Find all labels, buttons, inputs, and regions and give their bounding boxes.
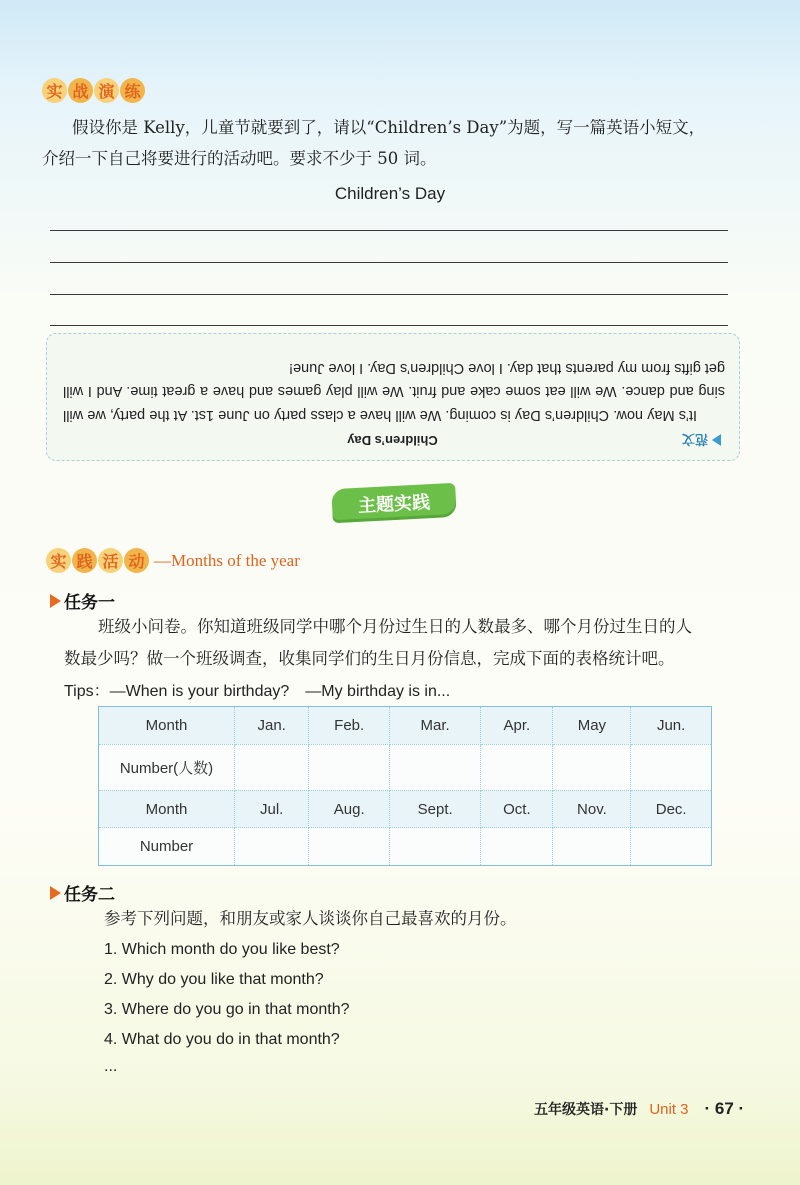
section-badge: 实	[46, 548, 71, 573]
task1-instruction-line1: 班级小问卷。你知道班级同学中哪个月份过生日的人数最多、哪个月份过生日的人	[98, 617, 692, 636]
table-month-cell: Jan.	[235, 707, 309, 745]
practice-instruction-line1: 假设你是 Kelly，儿童节就要到了，请以“Children’s Day”为题，写一篇英语小短文，	[72, 118, 706, 137]
table-number-cell[interactable]	[390, 744, 481, 790]
section-badge: 动	[124, 548, 149, 573]
table-row	[99, 744, 712, 790]
table-month-cell: Apr.	[481, 707, 553, 745]
activity-section-header	[46, 548, 300, 573]
table-month-cell: May	[553, 707, 631, 745]
table-number-cell[interactable]	[309, 828, 390, 866]
table-header-month: Month	[99, 790, 235, 828]
table-month-cell: Sept.	[390, 790, 481, 828]
list-item: 3. Where do you go in that month?	[104, 1001, 350, 1018]
practice-section-header	[42, 78, 146, 103]
theme-practice-banner: 主题实践	[331, 483, 457, 523]
list-item: 2. Why do you like that month?	[104, 971, 324, 988]
page-number: · 67 ·	[704, 1099, 745, 1118]
model-essay-body: It’s May now. Children’s Day is coming. We will have a class party on June 1st. At the party, we will sing and dance. We will eat some cake and fruit. We will play games and have a great time. And I will get gifts from my parents that day. I love Children’s Day. I love June!	[63, 360, 725, 423]
task2-header	[50, 880, 115, 905]
writing-line[interactable]	[50, 230, 728, 231]
table-row	[99, 790, 712, 828]
task1-instruction-line2: 数最少吗？做一个班级调查，收集同学们的生日月份信息，完成下面的表格统计吧。	[64, 649, 675, 668]
table-row	[99, 828, 712, 866]
footer-book-title: 五年级英语·下册	[534, 1102, 638, 1118]
section-badge: 践	[72, 548, 97, 573]
section-badge: 演	[94, 78, 119, 103]
triangle-icon	[50, 886, 61, 900]
task1-header	[50, 588, 115, 613]
table-month-cell: Oct.	[481, 790, 553, 828]
model-essay-title: Children’s Day	[347, 433, 438, 448]
model-essay-tag	[682, 431, 725, 450]
table-month-cell: Nov.	[553, 790, 631, 828]
table-number-cell[interactable]	[481, 744, 553, 790]
model-essay-box	[46, 333, 740, 461]
table-number-cell[interactable]	[235, 744, 309, 790]
table-month-cell: Jul.	[235, 790, 309, 828]
activity-subtitle: —Months of the year	[154, 550, 300, 570]
table-row	[99, 707, 712, 745]
table-month-cell: Jun.	[631, 707, 712, 745]
table-number-cell[interactable]	[553, 828, 631, 866]
writing-line[interactable]	[50, 262, 728, 263]
table-header-month: Month	[99, 707, 235, 745]
table-number-cell[interactable]	[309, 744, 390, 790]
table-month-cell: Feb.	[309, 707, 390, 745]
table-header-number: Number(人数)	[99, 744, 235, 790]
table-number-cell[interactable]	[553, 744, 631, 790]
table-number-cell[interactable]	[481, 828, 553, 866]
table-number-cell[interactable]	[390, 828, 481, 866]
triangle-icon	[712, 435, 721, 447]
table-number-cell[interactable]	[631, 744, 712, 790]
birthday-survey-table	[98, 706, 712, 866]
table-number-cell[interactable]	[631, 828, 712, 866]
section-badge: 实	[42, 78, 67, 103]
page-footer	[534, 1099, 744, 1119]
table-month-cell: Mar.	[390, 707, 481, 745]
task2-intro: 参考下列问题，和朋友或家人谈谈你自己最喜欢的月份。	[104, 909, 517, 928]
list-item: 1. Which month do you like best?	[104, 941, 340, 958]
footer-unit: Unit 3	[649, 1100, 689, 1118]
table-month-cell: Aug.	[309, 790, 390, 828]
table-number-cell[interactable]	[235, 828, 309, 866]
practice-instruction-line2: 介绍一下自己将要进行的活动吧。要求不少于 50 词。	[42, 149, 437, 168]
writing-line[interactable]	[50, 294, 728, 295]
task2-label: 任务二	[64, 885, 115, 905]
section-badge: 战	[68, 78, 93, 103]
section-badge: 活	[98, 548, 123, 573]
task1-label: 任务一	[64, 593, 115, 613]
list-item: ...	[104, 1058, 118, 1075]
task1-tips: Tips：—When is your birthday? —My birthday is in...	[64, 683, 451, 700]
triangle-icon	[50, 594, 61, 608]
writing-line[interactable]	[50, 325, 728, 326]
section-badge: 练	[120, 78, 145, 103]
list-item: 4. What do you do in that month?	[104, 1031, 340, 1048]
table-header-number: Number	[99, 828, 235, 866]
model-essay-tag-label: 范文	[681, 431, 708, 446]
table-month-cell: Dec.	[631, 790, 712, 828]
writing-title: Children’s Day	[334, 184, 446, 203]
